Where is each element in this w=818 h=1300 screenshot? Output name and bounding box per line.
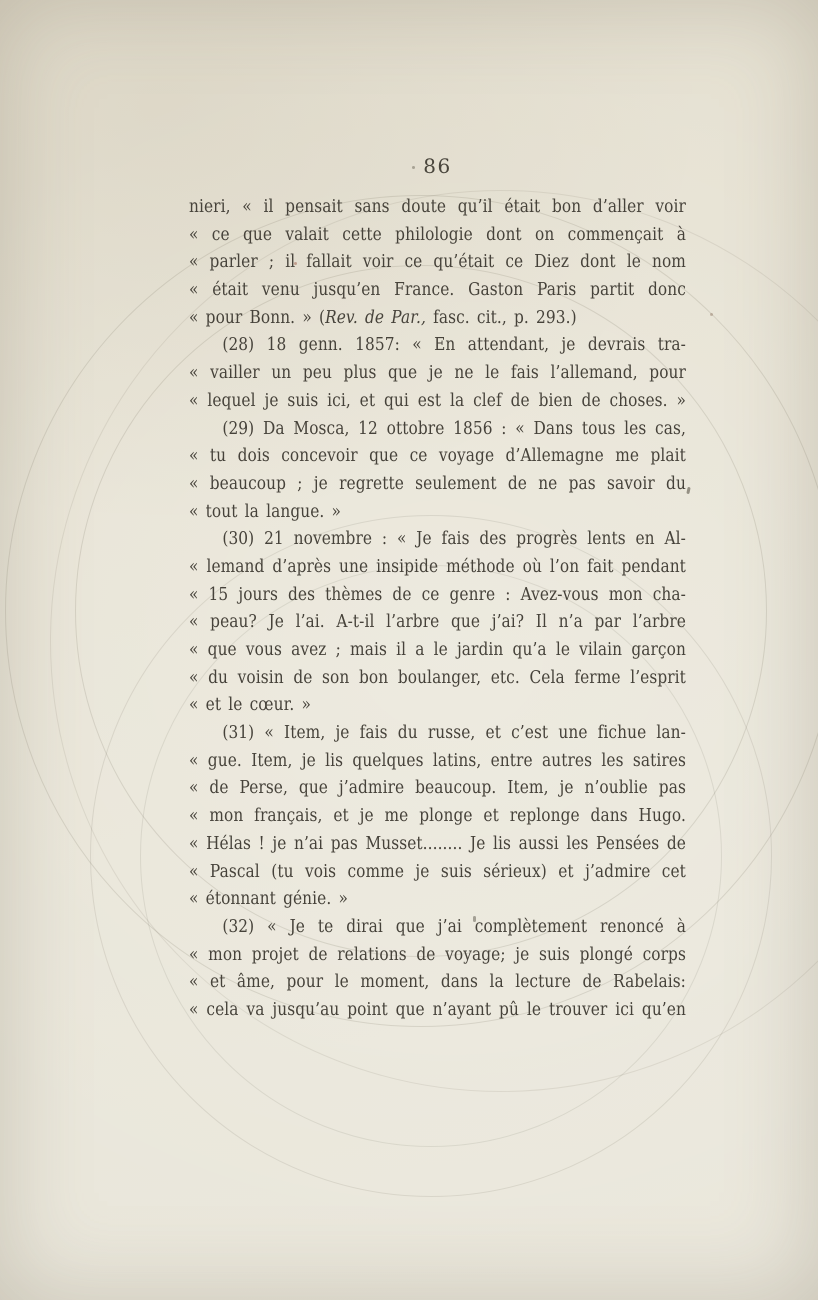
text-line: « Pascal (tu vois comme je suis sérieux) et j’admire cet (189, 861, 686, 882)
text-line: « lequel je suis ici, et qui est la clef de bien de choses. » (189, 390, 686, 411)
text-line: « tout la langue. » (189, 501, 342, 522)
text-segment: fasc. cit., p. 293.) (425, 307, 577, 328)
text-line: « que vous avez ; mais il a le jardin qu’a le vilain garçon (189, 640, 686, 660)
text-line: « lemand d’après une insipide méthode où l’on fait pendant (189, 556, 686, 577)
text-line (189, 305, 686, 333)
text-line: « et le cœur. » (189, 695, 311, 716)
text-line: « mon projet de relations de voyage; je suis plongé corps (189, 944, 686, 965)
citation-italic: Rev. de Par., (325, 307, 426, 328)
text-line: « gue. Item, je lis quelques latins, entre autres les satires (189, 750, 686, 771)
text-line: « était venu jusqu’en France. Gaston Paris partit donc (189, 280, 686, 301)
paper-speck (710, 313, 713, 316)
text-line: « tu dois concevoir que ce voyage d’Allemagne me plait (189, 446, 686, 467)
text-line: « du voisin de son bon boulanger, etc. Cela ferme l’esprit (189, 667, 686, 688)
text-segment: « pour Bonn. » ( (189, 307, 326, 328)
text-line: (28) 18 genn. 1857: « En attendant, je devrais tra- (222, 335, 686, 356)
text-line: (30) 21 novembre : « Je fais des progrès lents en Al- (222, 529, 686, 550)
text-line: « Hélas ! je n’ai pas Musset........ Je lis aussi les Pensées de (189, 833, 686, 854)
text-line: « et âme, pour le moment, dans la lecture de Rabelais: (189, 972, 686, 993)
page-number: 86 (423, 154, 452, 178)
text-line: « étonnant génie. » (189, 889, 348, 910)
text-line: « peau? Je l’ai. A-t-il l’arbre que j’ai? Il n’a par l’arbre (189, 612, 686, 633)
text-line: « 15 jours des thèmes de ce genre : Avez-vous mon cha- (189, 584, 686, 605)
text-line: nieri, « il pensait sans doute qu’il était bon d’aller voir (189, 197, 686, 217)
text-line: « de Perse, que j’admire beaucoup. Item, je n’oublie pas (189, 778, 686, 799)
text-line: « mon français, et je me plonge et replonge dans Hugo. (189, 806, 686, 827)
text-line: « ce que valait cette philologie dont on commençait à (189, 224, 686, 245)
text-line: « beaucoup ; je regrette seulement de ne pas savoir du (189, 473, 686, 494)
paper-speck (686, 487, 690, 494)
text-line: « vailler un peu plus que je ne le fais l’allemand, pour (189, 363, 686, 384)
text-line: « parler ; il fallait voir ce qu’était ce Diez dont le nom (189, 252, 686, 273)
text-line: (32) « Je te dirai que j’ai complètement renoncé à (222, 916, 686, 937)
text-line: (31) « Item, je fais du russe, et c’est une fichue lan- (222, 723, 686, 744)
text-line: « cela va jusqu’au point que n’ayant pû le trouver ici qu’en (189, 999, 686, 1020)
text-block (189, 194, 686, 1025)
text-line: (29) Da Mosca, 12 ottobre 1856 : « Dans tous les cas, (222, 418, 686, 439)
